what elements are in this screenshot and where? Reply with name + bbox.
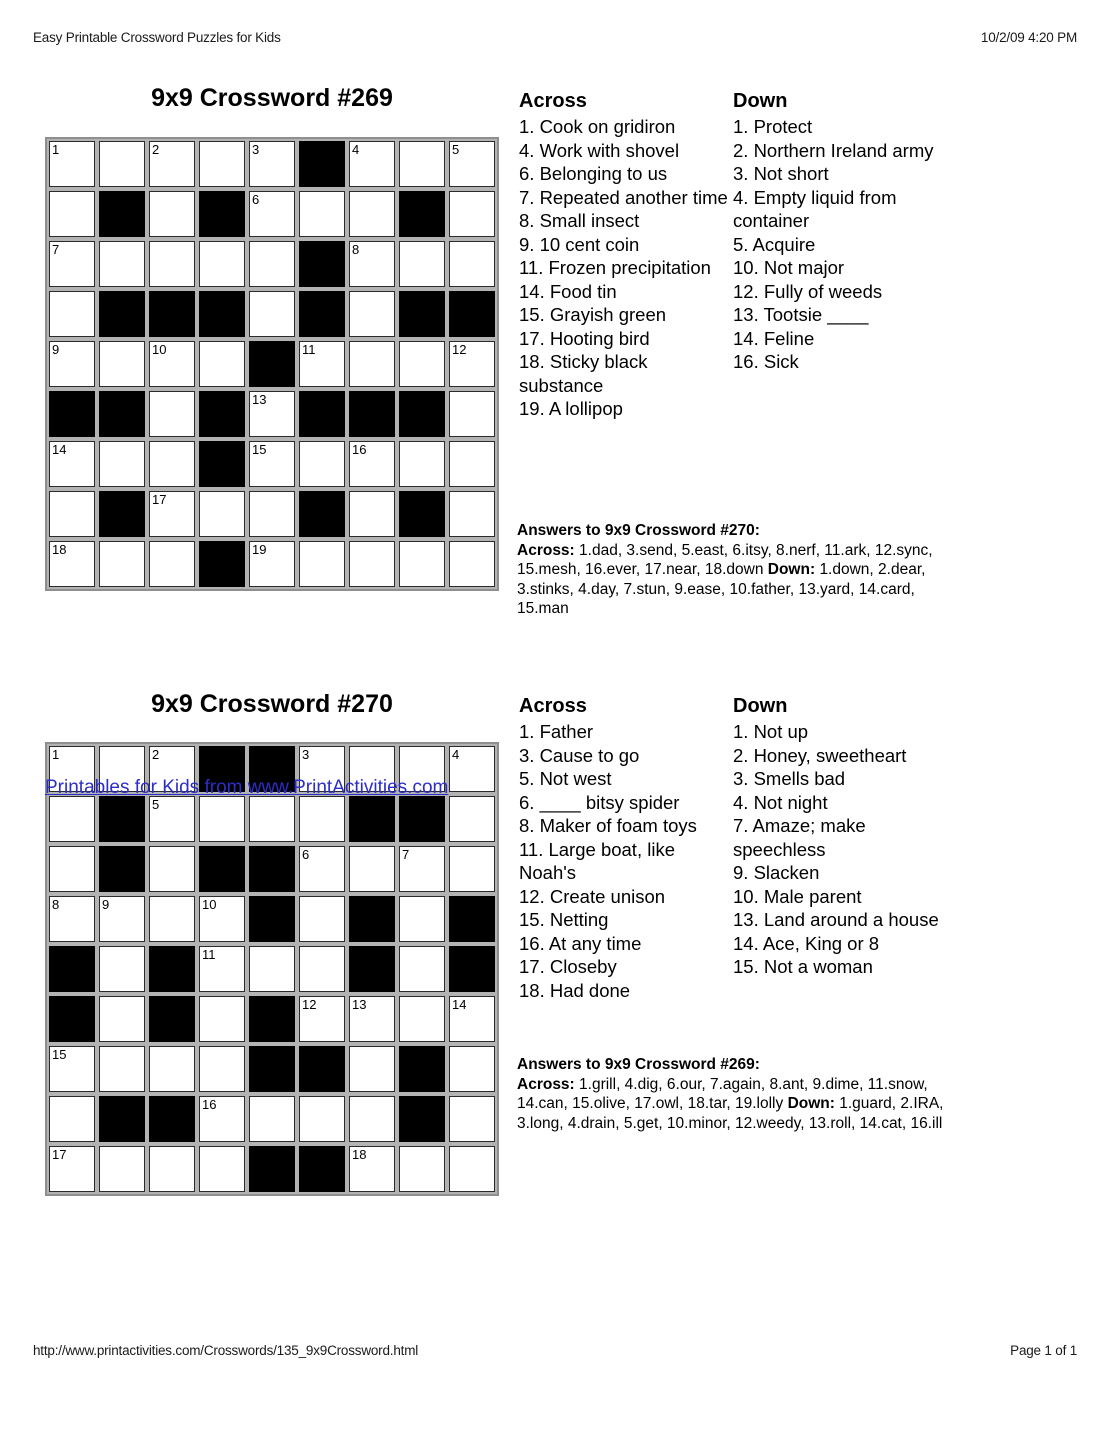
cell-number: 10 (202, 897, 217, 912)
grid-cell (199, 141, 245, 187)
cell-number: 5 (152, 797, 160, 812)
cell-number: 10 (152, 342, 167, 357)
grid-cell (249, 391, 295, 437)
black-cell (149, 291, 195, 337)
puzzle1-down-list (733, 115, 965, 374)
grid-cell (449, 241, 495, 287)
crossword-grid-269 (45, 137, 499, 591)
black-cell (249, 1046, 295, 1092)
grid-cell (399, 996, 445, 1042)
cell-number: 8 (352, 242, 360, 257)
grid-cell (299, 1096, 345, 1142)
printactivities-link[interactable]: Printables for Kids from www.PrintActivities.com (45, 777, 449, 798)
grid-cell (299, 996, 345, 1042)
grid-cell (349, 141, 395, 187)
black-cell (49, 391, 95, 437)
answers-270-block (517, 521, 969, 619)
grid-cell (49, 491, 95, 537)
grid-cell (49, 541, 95, 587)
print-header-title: Easy Printable Crossword Puzzles for Kids (33, 30, 281, 45)
black-cell (149, 996, 195, 1042)
grid-cell (299, 896, 345, 942)
black-cell (399, 391, 445, 437)
grid-cell (49, 896, 95, 942)
black-cell (349, 391, 395, 437)
grid-cell (449, 1146, 495, 1192)
black-cell (49, 946, 95, 992)
grid-cell (249, 541, 295, 587)
cell-number: 15 (252, 442, 267, 457)
grid-cell (199, 946, 245, 992)
clue-item: 15. Grayish green (519, 304, 667, 325)
answers-270-across-label: Across: (517, 541, 575, 559)
clue-item: 14. Food tin (519, 280, 617, 302)
grid-cell (149, 191, 195, 237)
grid-cell (399, 896, 445, 942)
grid-cell (149, 491, 195, 537)
grid-cell (249, 141, 295, 187)
puzzle2-across-heading: Across (519, 695, 587, 717)
cell-number: 13 (252, 392, 267, 407)
puzzle1-down-heading: Down (733, 90, 788, 112)
clue-item: 18. Had done (519, 979, 631, 1001)
clue-item: 14. Ace, King or 8 (733, 932, 880, 954)
grid-cell (449, 391, 495, 437)
grid-cell (249, 441, 295, 487)
grid-cell (399, 341, 445, 387)
black-cell (449, 896, 495, 942)
black-cell (199, 441, 245, 487)
cell-number: 6 (252, 192, 260, 207)
grid-cell (99, 141, 145, 187)
answers-270-heading: Answers to 9x9 Crossword #270: (517, 522, 760, 539)
grid-cell (49, 141, 95, 187)
answers-270-text (517, 541, 969, 619)
black-cell (99, 191, 145, 237)
black-cell (299, 141, 345, 187)
grid-cell (99, 896, 145, 942)
grid-cell (49, 846, 95, 892)
black-cell (399, 191, 445, 237)
clue-item: 3. Cause to go (519, 744, 640, 766)
clue-item: 11. Large boat, like Noah's (519, 838, 675, 883)
answers-269-down-label: Down: (787, 1095, 835, 1112)
clue-item: 3. Smells bad (733, 768, 846, 789)
black-cell (199, 291, 245, 337)
clue-item: 5. Acquire (733, 233, 816, 255)
puzzle1-across-heading: Across (519, 90, 587, 112)
puzzle1-across-list (519, 115, 731, 421)
grid-cell (349, 1046, 395, 1092)
black-cell (449, 291, 495, 337)
grid-cell (99, 1146, 145, 1192)
black-cell (249, 896, 295, 942)
grid-cell (149, 541, 195, 587)
grid-cell (449, 141, 495, 187)
grid-cell (349, 291, 395, 337)
grid-cell (149, 846, 195, 892)
grid-cell (349, 996, 395, 1042)
answers-269-text (517, 1075, 969, 1134)
black-cell (199, 191, 245, 237)
cell-number: 4 (452, 747, 460, 762)
cell-number: 1 (52, 747, 60, 762)
grid-cell (299, 441, 345, 487)
answers-270-across-values: 1.dad, 3.send, 5.east, 6.itsy, 8.nerf, 11.ark, 12.sync, 15.mesh, 16.ever, 17.near, 18.down (517, 541, 933, 578)
grid-cell (49, 291, 95, 337)
answers-270-down-values: 1.down, 2.dear, 3.stinks, 4.day, 7.stun, 9.ease, 10.father, 13.yard, 14.card, 15.man (517, 561, 926, 617)
cell-number: 17 (152, 492, 167, 507)
clue-item: 10. Not major (733, 257, 845, 278)
grid-cell (99, 1046, 145, 1092)
cell-number: 14 (452, 997, 467, 1012)
grid-cell (149, 1046, 195, 1092)
grid-cell (49, 1096, 95, 1142)
grid-cell (249, 796, 295, 842)
clue-item: 15. Not a woman (733, 956, 873, 977)
clue-item: 1. Cook on gridiron (519, 116, 676, 137)
grid-cell (249, 491, 295, 537)
cell-number: 11 (202, 947, 216, 962)
cell-number: 9 (52, 342, 60, 357)
grid-cell (99, 946, 145, 992)
print-footer-page-number: Page 1 of 1 (1010, 1343, 1077, 1358)
puzzle2-across-column (519, 694, 733, 1002)
black-cell (199, 541, 245, 587)
clue-item: 13. Land around a house (733, 909, 939, 930)
grid-cell (249, 946, 295, 992)
black-cell (399, 291, 445, 337)
answers-269-down-values: 1.guard, 2.IRA, 3.long, 4.drain, 5.get, 10.minor, 12.weedy, 13.roll, 14.cat, 16.ill (517, 1095, 944, 1132)
black-cell (99, 846, 145, 892)
black-cell (399, 1046, 445, 1092)
grid-cell (49, 191, 95, 237)
grid-cell (49, 1146, 95, 1192)
clue-item: 8. Small insect (519, 210, 640, 231)
grid-cell (349, 846, 395, 892)
grid-cell (199, 491, 245, 537)
grid-cell (399, 1146, 445, 1192)
grid-cell (99, 341, 145, 387)
grid-cell (349, 341, 395, 387)
black-cell (199, 391, 245, 437)
clue-item: 13. Tootsie ____ (733, 304, 869, 325)
grid-cell (49, 1046, 95, 1092)
grid-cell (449, 796, 495, 842)
grid-cell (249, 291, 295, 337)
grid-cell (299, 191, 345, 237)
grid-cell (199, 241, 245, 287)
crossword-grid-270 (45, 742, 499, 1196)
black-cell (399, 491, 445, 537)
black-cell (299, 241, 345, 287)
puzzle2-down-list (733, 720, 951, 979)
clue-item: 8. Maker of foam toys (519, 815, 697, 836)
clue-item: 7. Repeated another time (519, 186, 728, 208)
grid-cell (449, 491, 495, 537)
grid-cell (449, 996, 495, 1042)
answers-269-across-label: Across: (517, 1075, 575, 1093)
clue-item: 16. At any time (519, 932, 642, 954)
print-header-datetime: 10/2/09 4:20 PM (980, 30, 1077, 45)
grid-cell (349, 1146, 395, 1192)
grid-cell (299, 541, 345, 587)
clue-item: 7. Amaze; make speechless (733, 815, 866, 860)
clue-item: 17. Closeby (519, 956, 617, 977)
answers-269-across-values: 1.grill, 4.dig, 6.our, 7.again, 8.ant, 9.dime, 11.snow, 14.can, 15.olive, 17.owl, 18.tar, 19.lolly (517, 1075, 928, 1112)
black-cell (49, 996, 95, 1042)
grid-cell (449, 441, 495, 487)
grid-cell (399, 946, 445, 992)
black-cell (349, 796, 395, 842)
clue-item: 9. 10 cent coin (519, 233, 640, 255)
grid-cell (399, 141, 445, 187)
clue-item: 6. Belonging to us (519, 163, 668, 184)
clue-item: 3. Not short (733, 163, 829, 184)
grid-cell (49, 796, 95, 842)
black-cell (299, 1046, 345, 1092)
grid-cell (249, 241, 295, 287)
black-cell (249, 996, 295, 1042)
cell-number: 2 (152, 142, 160, 157)
grid-cell (349, 541, 395, 587)
grid-cell (49, 441, 95, 487)
grid-cell (449, 746, 495, 792)
cell-number: 4 (352, 142, 360, 157)
puzzle2-down-heading: Down (733, 695, 788, 717)
black-cell (449, 946, 495, 992)
puzzle1-title: 9x9 Crossword #269 (151, 84, 393, 112)
grid-cell (449, 1046, 495, 1092)
cell-number: 13 (352, 997, 367, 1012)
grid-cell (49, 341, 95, 387)
grid-cell (199, 341, 245, 387)
cell-number: 3 (302, 747, 310, 762)
cell-number: 11 (302, 342, 316, 357)
answers-270-down-label: Down: (767, 561, 816, 578)
answers-269-block (517, 1055, 969, 1133)
grid-cell (449, 341, 495, 387)
clue-item: 2. Honey, sweetheart (733, 744, 907, 766)
grid-cell (49, 241, 95, 287)
grid-cell (399, 441, 445, 487)
cell-number: 3 (252, 142, 260, 157)
clue-item: 16. Sick (733, 351, 799, 372)
clue-item: 12. Create unison (519, 885, 666, 907)
cell-number: 15 (52, 1047, 67, 1062)
grid-cell (149, 796, 195, 842)
grid-cell (199, 1096, 245, 1142)
grid-cell (149, 441, 195, 487)
grid-cell (199, 796, 245, 842)
grid-cell (99, 441, 145, 487)
clue-item: 9. Slacken (733, 862, 820, 883)
clue-item: 1. Father (519, 721, 594, 742)
black-cell (99, 1096, 145, 1142)
grid-cell (149, 141, 195, 187)
cell-number: 14 (52, 442, 67, 457)
grid-cell (149, 896, 195, 942)
grid-cell (349, 191, 395, 237)
grid-cell (349, 1096, 395, 1142)
puzzle2-down-column (733, 694, 951, 979)
black-cell (99, 491, 145, 537)
black-cell (299, 391, 345, 437)
black-cell (249, 1146, 295, 1192)
clue-item: 18. Sticky black substance (519, 351, 648, 396)
grid-cell (99, 241, 145, 287)
grid-cell (199, 1046, 245, 1092)
clue-item: 5. Not west (519, 768, 612, 789)
cell-number: 19 (252, 542, 267, 557)
cell-number: 18 (52, 542, 67, 557)
grid-cell (399, 241, 445, 287)
cell-number: 6 (302, 847, 310, 862)
black-cell (99, 391, 145, 437)
grid-cell (299, 946, 345, 992)
grid-cell (249, 1096, 295, 1142)
grid-cell (199, 1146, 245, 1192)
cell-number: 5 (452, 142, 460, 157)
black-cell (199, 846, 245, 892)
clue-item: 4. Work with shovel (519, 139, 680, 161)
grid-cell (249, 191, 295, 237)
clue-item: 1. Not up (733, 721, 809, 742)
clue-item: 4. Empty liquid from container (733, 186, 897, 231)
black-cell (99, 291, 145, 337)
clue-item: 19. A lollipop (519, 398, 623, 419)
grid-cell (349, 241, 395, 287)
cell-number: 17 (52, 1147, 67, 1162)
grid-cell (349, 491, 395, 537)
cell-number: 18 (352, 1147, 367, 1162)
clue-item: 6. ____ bitsy spider (519, 791, 680, 813)
clue-item: 1. Protect (733, 116, 813, 137)
grid-cell (299, 846, 345, 892)
cell-number: 2 (152, 747, 160, 762)
clue-item: 2. Northern Ireland army (733, 139, 934, 161)
cell-number: 16 (202, 1097, 217, 1112)
puzzle1-down-column (733, 89, 965, 374)
black-cell (149, 1096, 195, 1142)
grid-cell (149, 341, 195, 387)
black-cell (249, 341, 295, 387)
grid-cell (449, 846, 495, 892)
black-cell (149, 946, 195, 992)
grid-cell (399, 846, 445, 892)
black-cell (99, 796, 145, 842)
black-cell (349, 946, 395, 992)
grid-cell (149, 1146, 195, 1192)
black-cell (349, 896, 395, 942)
grid-cell (149, 391, 195, 437)
black-cell (399, 1096, 445, 1142)
puzzle1-across-column (519, 89, 731, 421)
cell-number: 7 (52, 242, 60, 257)
cell-number: 12 (302, 997, 317, 1012)
puzzle2-across-list (519, 720, 733, 1002)
clue-item: 12. Fully of weeds (733, 280, 883, 302)
clue-item: 14. Feline (733, 327, 815, 349)
black-cell (299, 291, 345, 337)
grid-cell (449, 1096, 495, 1142)
grid-cell (99, 996, 145, 1042)
grid-cell (149, 241, 195, 287)
grid-cell (299, 341, 345, 387)
clue-item: 15. Netting (519, 909, 609, 930)
grid-cell (399, 541, 445, 587)
clue-item: 10. Male parent (733, 885, 862, 907)
puzzle2-title: 9x9 Crossword #270 (151, 690, 393, 718)
clue-item: 17. Hooting bird (519, 327, 650, 349)
cell-number: 8 (52, 897, 60, 912)
grid-cell (449, 541, 495, 587)
cell-number: 12 (452, 342, 467, 357)
cell-number: 9 (102, 897, 110, 912)
black-cell (299, 491, 345, 537)
print-footer-url: http://www.printactivities.com/Crosswords/135_9x9Crossword.html (33, 1343, 419, 1358)
clue-item: 11. Frozen precipitation (519, 257, 711, 278)
clue-item: 4. Not night (733, 791, 828, 813)
black-cell (399, 796, 445, 842)
cell-number: 1 (52, 142, 60, 157)
grid-cell (99, 541, 145, 587)
grid-cell (199, 996, 245, 1042)
grid-cell (449, 191, 495, 237)
grid-cell (299, 796, 345, 842)
grid-cell (199, 896, 245, 942)
black-cell (299, 1146, 345, 1192)
answers-269-heading: Answers to 9x9 Crossword #269: (517, 1056, 760, 1073)
grid-cell (349, 441, 395, 487)
black-cell (249, 846, 295, 892)
cell-number: 7 (402, 847, 410, 862)
cell-number: 16 (352, 442, 367, 457)
